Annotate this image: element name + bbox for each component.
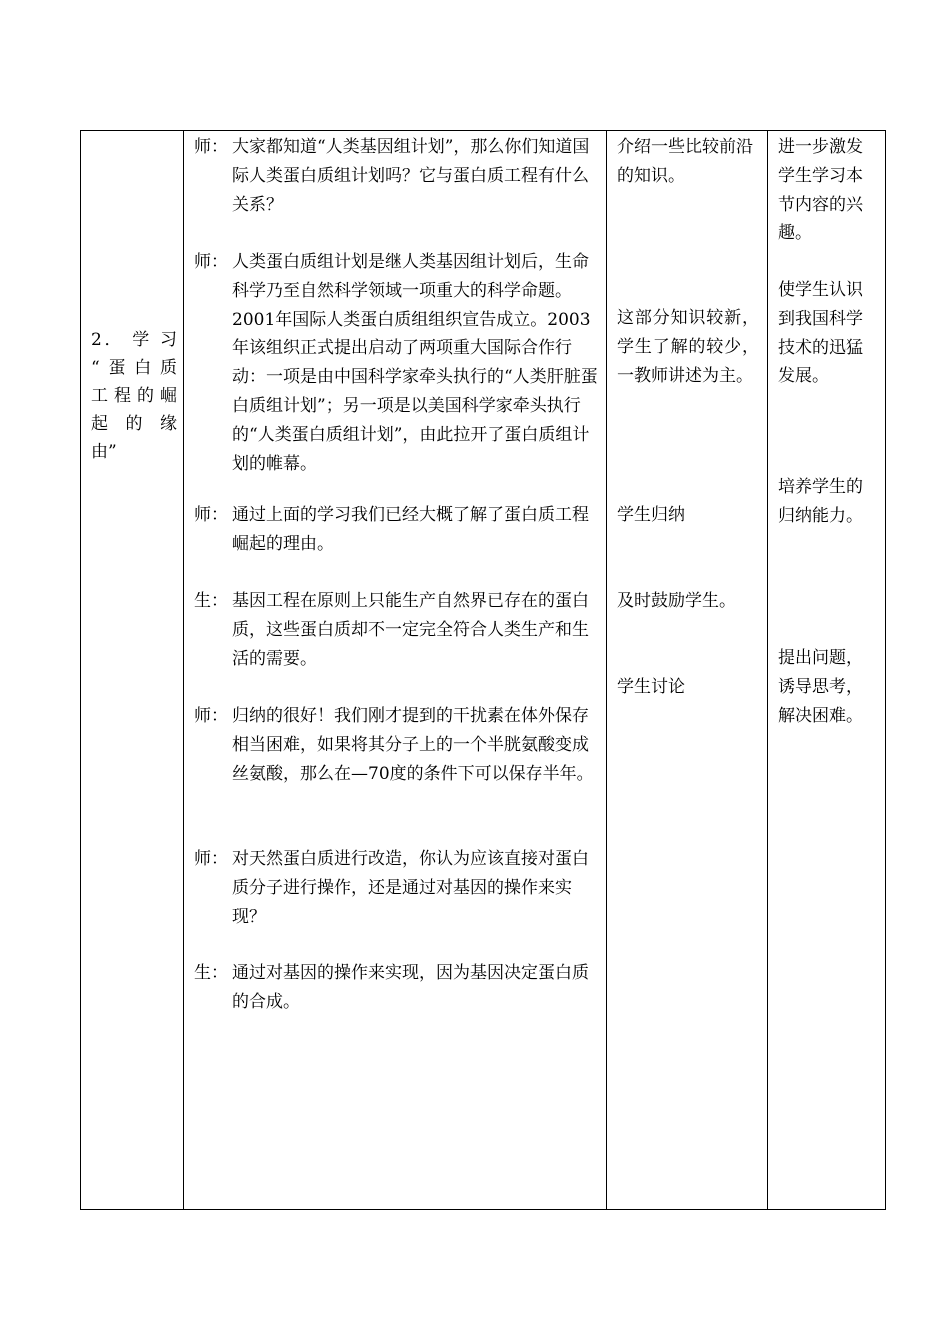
dialog-entry	[194, 133, 599, 219]
speaker-label: 师：	[194, 706, 228, 726]
dialog-entry	[194, 702, 599, 788]
dialog-text: 人类蛋白质组计划是继人类基因组计划后，生命科学乃至自然科学领域一项重大的科学命题。2001年国际人类蛋白质组组织宣告成立。2003年该组织正式提出启动了两项重大国际合作行动：一项是由中国科学家牵头执行的“人类肝脏蛋白质组计划”；另一项是以美国科学家牵头执行的“人类蛋白质组计划”，由此拉开了蛋白质组计划的帷幕。	[232, 252, 598, 474]
section-label-line: 由”	[91, 442, 117, 462]
dialog-text: 归纳的很好！我们刚才提到的干扰素在体外保存相当困难，如果将其分子上的一个半胱氨酸变成丝氨酸，那么在—70度的条件下可以保存半年。	[232, 706, 594, 784]
teaching-aim: 提出问题，诱导思考，解决困难。	[778, 648, 863, 726]
teaching-aim: 进一步激发学生学习本节内容的兴趣。	[778, 137, 863, 244]
section-cell	[81, 131, 184, 1210]
teaching-aim: 培养学生的归纳能力。	[778, 477, 863, 526]
teaching-note: 这部分知识较新，学生了解的较少，一教师讲述为主。	[617, 308, 759, 386]
teaching-note: 学生归纳	[617, 505, 685, 525]
dialog-entry	[194, 587, 599, 673]
speaker-label: 师：	[194, 252, 228, 272]
dialog-text: 通过对基因的操作来实现，因为基因决定蛋白质的合成。	[232, 963, 589, 1012]
dialog-text: 基因工程在原则上只能生产自然界已存在的蛋白质，这些蛋白质却不一定完全符合人类生产和生活的需要。	[232, 591, 589, 669]
speaker-label: 师：	[194, 137, 228, 157]
dialog-text: 对天然蛋白质进行改造，你认为应该直接对蛋白质分子进行操作，还是通过对基因的操作来实现？	[232, 849, 589, 927]
teaching-note: 介绍一些比较前沿的知识。	[617, 137, 753, 186]
teaching-note: 及时鼓励学生。	[617, 591, 736, 611]
dialog-text: 大家都知道“人类基因组计划”，那么你们知道国际人类蛋白质组计划吗？它与蛋白质工程有什么关系？	[232, 137, 590, 215]
section-label-line: “蛋白质	[91, 358, 177, 378]
section-label-line: 2． 学 习	[91, 330, 177, 350]
table-row	[81, 131, 886, 1210]
teaching-aim: 使学生认识到我国科学技术的迅猛发展。	[778, 280, 863, 387]
teaching-aims-cell	[768, 131, 886, 1210]
speaker-label: 师：	[194, 849, 228, 869]
section-label-line: 工程的崛	[91, 386, 177, 406]
dialog-entry	[194, 959, 599, 1017]
lesson-plan-table	[80, 130, 886, 1210]
section-label	[91, 326, 177, 466]
section-label-line: 起 的 缘	[91, 414, 177, 434]
speaker-label: 生：	[194, 591, 228, 611]
dialog-text: 通过上面的学习我们已经大概了解了蛋白质工程崛起的理由。	[232, 505, 589, 554]
teaching-note: 学生讨论	[617, 677, 685, 697]
dialog-cell	[184, 131, 607, 1210]
teaching-notes-cell	[607, 131, 768, 1210]
speaker-label: 生：	[194, 963, 228, 983]
dialog-entry	[194, 248, 599, 478]
speaker-label: 师：	[194, 505, 228, 525]
dialog-entry	[194, 501, 599, 559]
dialog-entry	[194, 845, 599, 931]
